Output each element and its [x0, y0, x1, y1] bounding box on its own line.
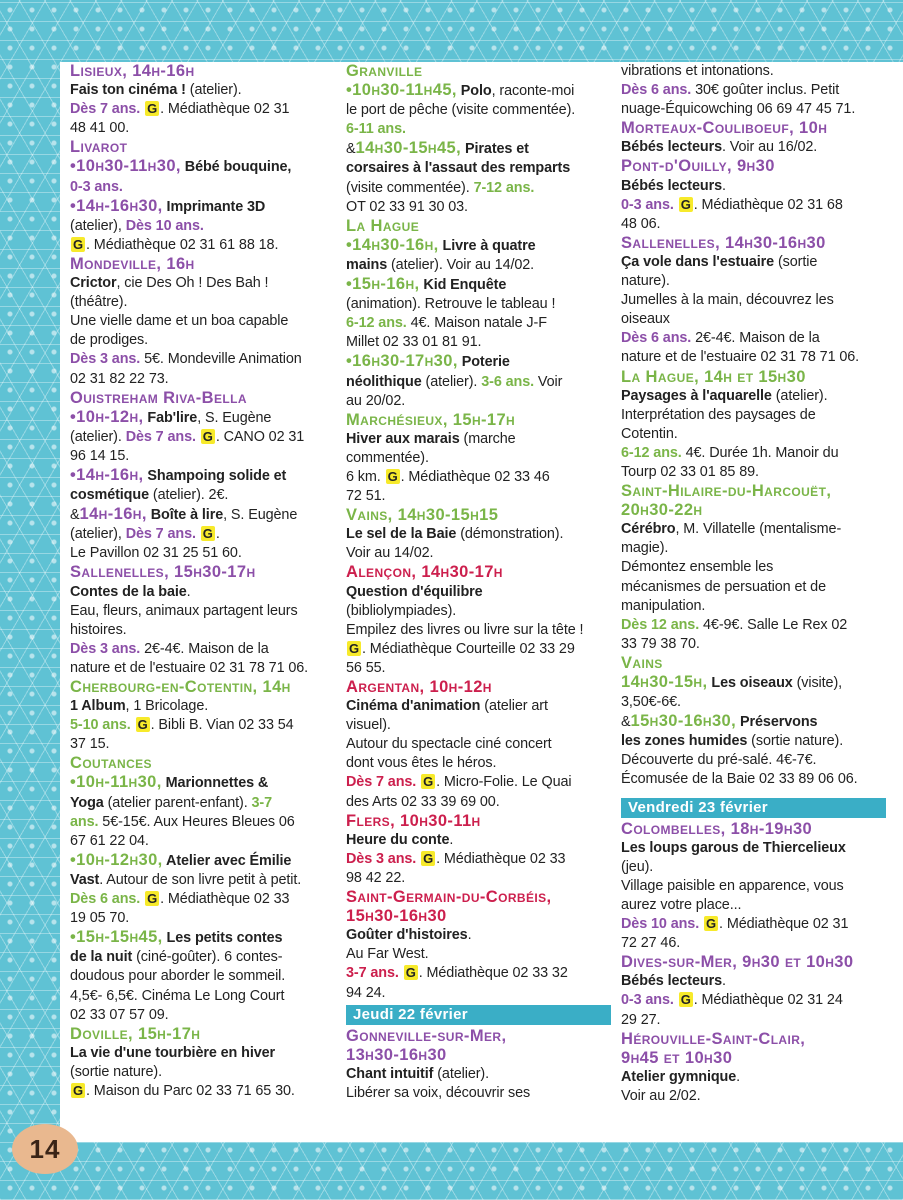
- event-line: Village paisible en apparence, vous: [621, 877, 844, 894]
- event-line: 72 51.: [346, 488, 386, 505]
- g-badge: G: [147, 891, 158, 907]
- event-line: &14h-16h, Boîte à lire, S. Eugène: [70, 505, 298, 524]
- event-city: Pont-d'Ouilly, 9h30: [621, 157, 775, 176]
- event-city: Argentan, 10h-12h: [346, 678, 492, 696]
- event-city: Marchésieux, 15h-17h: [346, 410, 516, 429]
- event-city: Ouistreham Riva-Bella: [70, 388, 247, 407]
- event-line: Écomusée de la Baie 02 33 89 06 06.: [621, 771, 858, 788]
- event-line: 1 Album, 1 Bricolage.: [70, 698, 209, 715]
- event-line: néolithique (atelier). 3-6 ans. Voir: [346, 373, 563, 390]
- event-line: 02 31 82 22 73.: [70, 370, 169, 387]
- event-city: Lisieux, 14h-16h: [70, 62, 195, 80]
- column-2: [346, 62, 611, 1103]
- event-line: le port de pêche (visite commentée).: [346, 102, 576, 119]
- event-line: Voir au 2/02.: [621, 1087, 701, 1104]
- event-line: 3-7 ans. G . Médiathèque 02 33 32: [346, 965, 568, 982]
- event-title: Atelier gymnique: [621, 1068, 737, 1085]
- g-badge: G: [405, 965, 416, 981]
- age-label: ans.: [70, 813, 99, 830]
- event-title: Poterie: [457, 354, 510, 371]
- event-title: Shampoing solide et: [143, 467, 287, 484]
- g-badge: G: [147, 101, 158, 117]
- event-line: [70, 928, 335, 948]
- event-title: Bébé bouquine,: [180, 159, 292, 176]
- page-number: 14: [12, 1124, 78, 1174]
- event-city: Granville: [346, 62, 423, 80]
- event-line: 02 33 07 57 09.: [70, 1006, 169, 1023]
- event-line: les zones humides (sortie nature).: [621, 733, 844, 750]
- event-line: Crictor, cie Des Oh ! Des Bah !: [70, 275, 269, 292]
- event-line: dont vous êtes le héros.: [346, 755, 497, 772]
- age-label: Dès 6 ans.: [621, 82, 692, 99]
- event-line: Au Far West.: [346, 946, 429, 963]
- event-city: Morteaux-Couliboeuf, 10h: [621, 119, 828, 138]
- age-label: Dès 7 ans.: [125, 526, 196, 543]
- event-title: Atelier avec Émilie: [162, 852, 292, 869]
- event-title: Hiver aux marais: [346, 430, 460, 447]
- age-label: Dès 7 ans.: [346, 774, 417, 791]
- event-line: commentée).: [346, 449, 429, 466]
- event-time: 20h30-22h: [621, 501, 703, 520]
- event-time: 13h30-16h30: [346, 1045, 447, 1064]
- event-line: visuel).: [346, 717, 391, 734]
- event-time: •16h30-17h30,: [346, 352, 458, 371]
- event-line: 4,5€- 6,5€. Cinéma Le Long Court: [70, 987, 285, 1004]
- g-badge: G: [423, 774, 434, 790]
- event-title: Fab'lire: [143, 409, 198, 426]
- column-1: [70, 62, 335, 1101]
- event-line: (sortie nature).: [70, 1063, 162, 1080]
- event-line: 6-12 ans. 4€. Durée 1h. Manoir du: [621, 444, 839, 461]
- event-line: au 20/02.: [346, 392, 406, 409]
- event-line: G . Maison du Parc 02 33 71 65 30.: [73, 1082, 295, 1099]
- event-city: Alençon, 14h30-17h: [346, 563, 503, 582]
- event-line: Yoga (atelier parent-enfant). 3-7: [70, 794, 272, 811]
- event-line: [70, 851, 335, 871]
- age-label: 3-7 ans.: [346, 965, 399, 982]
- age-label: 0-3 ans.: [621, 992, 674, 1009]
- event-line: mains (atelier). Voir au 14/02.: [346, 256, 535, 273]
- age-label: Dès 12 ans.: [621, 616, 700, 633]
- event-line: 94 24.: [346, 984, 386, 1001]
- event-line: 0-3 ans. G . Médiathèque 02 31 24: [621, 992, 843, 1009]
- page-sheet: [60, 62, 903, 1142]
- event-time: •10h30-11h30,: [70, 157, 181, 176]
- event-time: •10h30-11h45,: [346, 81, 457, 100]
- event-line: Dès 3 ans. G . Médiathèque 02 33: [346, 850, 566, 867]
- event-line: Vast. Autour de son livre petit à petit.: [70, 871, 302, 888]
- event-title: Bébés lecteurs: [621, 973, 722, 990]
- event-line: Dès 6 ans. G . Médiathèque 02 33: [70, 891, 290, 908]
- event-line: (jeu).: [621, 858, 654, 875]
- event-city: Dives-sur-Mer, 9h30 et 10h30: [621, 953, 854, 972]
- event-title: Heure du conte: [346, 831, 450, 848]
- event-line: mécanismes de persuation et de: [621, 578, 826, 595]
- event-title: La vie d'une tourbière en hiver: [70, 1044, 276, 1061]
- event-title: 1 Album: [70, 698, 126, 715]
- event-title: Goûter d'histoires: [346, 927, 468, 944]
- event-line: G . Médiathèque 02 31 61 88 18.: [73, 236, 279, 253]
- g-badge: G: [387, 468, 398, 484]
- event-line: Hiver aux marais (marche: [346, 430, 516, 447]
- event-line: 98 42 22.: [346, 869, 406, 886]
- event-title: Préservons: [736, 714, 818, 731]
- event-title: corsaires à l'assaut des remparts: [346, 160, 571, 177]
- event-line: ans. 5€-15€. Aux Heures Bleues 06: [70, 813, 295, 830]
- event-line: aurez votre place...: [621, 896, 742, 913]
- event-title: Fais ton cinéma !: [70, 82, 186, 99]
- event-line: nature et de l'estuaire 02 31 78 71 06.: [621, 349, 860, 366]
- event-line: Dès 7 ans. G . Médiathèque 02 31: [70, 101, 290, 118]
- event-title: Paysages à l'aquarelle: [621, 387, 772, 404]
- event-title: Chant intuitif: [346, 1065, 434, 1082]
- event-line: 3,50€-6€.: [621, 694, 681, 711]
- event-city: Cherbourg-en-Cotentin, 14h: [70, 678, 291, 696]
- event-city: Colombelles, 18h-19h30: [621, 819, 813, 838]
- event-line: des Arts 02 33 39 69 00.: [346, 793, 500, 810]
- event-line: (visite commentée). 7-12 ans.: [346, 179, 535, 196]
- event-line: Cotentin.: [621, 425, 678, 442]
- event-line: Goûter d'histoires.: [346, 927, 472, 944]
- event-line: Dès 12 ans. 4€-9€. Salle Le Rex 02: [621, 616, 848, 633]
- event-line: Dès 6 ans. 2€-4€. Maison de la: [621, 330, 820, 347]
- event-line: cosmétique (atelier). 2€.: [70, 487, 229, 504]
- event-city: Saint-Hilaire-du-Harcouët,: [621, 482, 832, 501]
- day-banner-friday: Vendredi 23 février: [621, 798, 886, 818]
- event-line: Bébés lecteurs.: [621, 177, 726, 194]
- event-time: •14h-16h30,: [70, 196, 163, 215]
- event-line: magie).: [621, 540, 669, 557]
- event-line: Chant intuitif (atelier).: [346, 1065, 490, 1082]
- age-label: Dès 3 ans.: [70, 640, 141, 657]
- age-label: Dès 6 ans.: [621, 330, 692, 347]
- event-time: 14h-16h,: [79, 505, 147, 524]
- event-line: oiseaux: [621, 311, 670, 328]
- event-line: Atelier gymnique.: [621, 1068, 741, 1085]
- event-line: nuage-Équicowching 06 69 47 45 71.: [621, 101, 856, 118]
- event-title: Livre à quatre: [438, 237, 536, 254]
- event-line: histoires.: [70, 621, 127, 638]
- event-line: 19 05 70.: [70, 910, 130, 927]
- day-banner-thursday: Jeudi 22 février: [346, 1005, 611, 1025]
- event-line: [70, 773, 335, 793]
- event-line: Dès 10 ans. G . Médiathèque 02 31: [621, 916, 849, 933]
- event-line: Tourp 02 33 01 85 89.: [621, 463, 759, 480]
- event-line: 48 41 00.: [70, 120, 130, 137]
- event-line: Voir au 14/02.: [346, 545, 434, 562]
- event-line: (atelier). Dès 7 ans. G . CANO 02 31: [70, 428, 305, 445]
- event-line: Découverte du pré-salé. 4€-7€.: [621, 752, 817, 769]
- event-city: Vains, 14h30-15h15: [346, 506, 499, 525]
- event-line: Bébés lecteurs. Voir au 16/02.: [621, 139, 818, 156]
- event-line: nature).: [621, 273, 670, 290]
- event-line: 67 61 22 04.: [70, 832, 149, 849]
- age-label: 5-10 ans.: [70, 717, 131, 734]
- event-time: 14h30-15h45,: [355, 139, 462, 158]
- event-line: Le sel de la Baie (démonstration).: [346, 526, 564, 543]
- g-badge: G: [706, 916, 717, 932]
- g-badge: G: [680, 196, 691, 212]
- age-label: 3-6 ans.: [481, 373, 535, 390]
- event-city: Livarot: [70, 138, 128, 157]
- event-line: (théâtre).: [70, 294, 128, 311]
- event-title: Imprimante 3D: [162, 198, 266, 215]
- event-line: Ça vole dans l'estuaire (sortie: [621, 253, 818, 270]
- event-title: Cérébro: [621, 521, 676, 538]
- event-line: de prodiges.: [70, 332, 149, 349]
- event-line: Cérébro, M. Villatelle (mentalisme-: [621, 521, 842, 538]
- event-line: Dès 7 ans. G . Micro-Folie. Le Quai: [346, 774, 572, 791]
- event-line: de la nuit (ciné-goûter). 6 contes-: [70, 949, 283, 966]
- g-badge: G: [423, 850, 434, 866]
- event-line: Fais ton cinéma ! (atelier).: [70, 82, 242, 99]
- event-line: nature et de l'estuaire 02 31 78 71 06.: [70, 659, 309, 676]
- event-line: [346, 275, 611, 295]
- event-city: Sallenelles, 14h30-16h30: [621, 233, 826, 252]
- event-line: 96 14 15.: [70, 447, 130, 464]
- event-city: La Hague, 14h et 15h30: [621, 367, 806, 386]
- event-line: 14h30-15h, Les oiseaux (visite),: [621, 673, 843, 691]
- event-title: Boîte à lire: [146, 507, 224, 524]
- event-line: Autour du spectacle ciné concert: [346, 736, 552, 753]
- event-line: Eau, fleurs, animaux partagent leurs: [70, 602, 298, 619]
- event-title: Les petits contes: [162, 930, 283, 947]
- event-title: Pirates et: [461, 141, 529, 158]
- event-line: [70, 157, 335, 177]
- g-badge: G: [73, 236, 84, 252]
- age-label: Dès 6 ans.: [70, 891, 141, 908]
- event-line: Dès 3 ans. 5€. Mondeville Animation: [70, 351, 302, 368]
- event-city: Gonneville-sur-Mer,: [346, 1026, 507, 1045]
- event-time: 15h30-16h30: [346, 907, 447, 926]
- event-time: •10h-12h30,: [70, 850, 163, 869]
- event-city: La Hague: [346, 216, 420, 235]
- age-label: Dès 7 ans.: [125, 428, 196, 445]
- g-badge: G: [349, 640, 360, 656]
- event-line: 29 27.: [621, 1011, 661, 1028]
- event-line: Empilez des livres ou livre sur la tête !: [346, 621, 584, 638]
- age-label: Dès 10 ans.: [125, 217, 204, 234]
- event-line: &15h30-16h30, Préservons: [621, 712, 818, 731]
- event-line: [70, 197, 335, 217]
- event-time: •14h-16h,: [70, 465, 144, 484]
- age-label: 3-7: [251, 794, 272, 811]
- event-line: 72 27 46.: [621, 935, 681, 952]
- event-line: doudous pour aborder le sommeil.: [70, 968, 286, 985]
- event-line: Jumelles à la main, découvrez les: [621, 292, 834, 309]
- event-line: Bébés lecteurs.: [621, 973, 726, 990]
- event-city: Doville, 15h-17h: [70, 1024, 201, 1043]
- event-time: •15h-16h,: [346, 275, 420, 294]
- age-label: Dès 3 ans.: [346, 850, 417, 867]
- age-label: Dès 7 ans.: [70, 101, 141, 118]
- event-city: Coutances: [70, 754, 152, 773]
- event-line: 5-10 ans. G . Bibli B. Vian 02 33 54: [70, 717, 294, 734]
- event-line: Cinéma d'animation (atelier art: [346, 698, 548, 715]
- event-title: Question d'équilibre: [346, 583, 483, 600]
- event-line: [70, 466, 335, 486]
- event-city: Hérouville-Saint-Clair,: [621, 1029, 806, 1048]
- age-label: 7-12 ans.: [473, 179, 535, 196]
- event-line: OT 02 33 91 30 03.: [346, 198, 468, 215]
- event-line: (animation). Retrouve le tableau !: [346, 296, 556, 313]
- event-time: •14h30-16h,: [346, 235, 439, 254]
- event-line: [346, 352, 611, 372]
- event-line: 6-12 ans. 4€. Maison natale J-F: [346, 315, 547, 332]
- event-title: Bébés lecteurs: [621, 177, 722, 194]
- g-badge: G: [680, 992, 691, 1008]
- event-title: Le sel de la Baie: [346, 526, 457, 543]
- age-label: 0-3 ans.: [621, 196, 674, 213]
- event-city: Saint-Germain-du-Corbéis,: [346, 888, 552, 907]
- event-title: Kid Enquête: [419, 277, 507, 294]
- event-line: 37 15.: [70, 736, 110, 753]
- event-line: 48 06.: [621, 215, 661, 232]
- age-label: 6-12 ans.: [621, 444, 682, 461]
- age-label: Dès 10 ans.: [621, 916, 700, 933]
- event-line: 6 km. G . Médiathèque 02 33 46: [346, 468, 550, 485]
- event-line: [346, 236, 611, 256]
- event-line: •10h30-11h45, Polo, raconte-moi: [346, 81, 575, 100]
- event-time: •10h-11h30,: [70, 773, 162, 792]
- event-line: •10h-12h, Fab'lire, S. Eugène: [70, 407, 272, 426]
- event-line: Interprétation des paysages de: [621, 406, 816, 423]
- age-label: 0-3 ans.: [70, 178, 123, 195]
- event-time: 15h30-16h30,: [630, 712, 737, 731]
- event-title: Cinéma d'animation: [346, 698, 481, 715]
- event-time: 9h45 et 10h30: [621, 1048, 733, 1067]
- event-line: (atelier), Dès 7 ans. G .: [70, 526, 220, 543]
- column-3: [621, 62, 886, 1106]
- event-city: Vains: [621, 653, 663, 672]
- g-badge: G: [202, 428, 213, 444]
- g-badge: G: [137, 717, 148, 733]
- event-title: Marionnettes &: [161, 775, 269, 792]
- event-line: G . Médiathèque Courteille 02 33 29: [349, 640, 575, 657]
- event-line: Contes de la baie.: [70, 583, 191, 600]
- event-line: 0-3 ans. G . Médiathèque 02 31 68: [621, 196, 843, 213]
- event-time: •15h-15h45,: [70, 928, 163, 947]
- event-line: (bibliolympiades).: [346, 602, 457, 619]
- event-line: Dès 3 ans. 2€-4€. Maison de la: [70, 640, 269, 657]
- event-title: Ça vole dans l'estuaire: [621, 253, 775, 270]
- event-line: Dès 6 ans. 30€ goûter inclus. Petit: [621, 82, 840, 99]
- event-time: 14h30-15h,: [621, 673, 708, 691]
- event-title: Polo: [456, 83, 492, 100]
- event-line: Une vielle dame et un boa capable: [70, 313, 289, 330]
- event-line: Paysages à l'aquarelle (atelier).: [621, 387, 828, 404]
- event-title: Les oiseaux: [707, 675, 793, 691]
- event-line: Le Pavillon 02 31 25 51 60.: [70, 545, 242, 562]
- event-line: 56 55.: [346, 659, 386, 676]
- age-label: 6-11 ans.: [346, 121, 406, 138]
- event-time: •10h-12h,: [70, 407, 144, 426]
- event-city: Mondeville, 16h: [70, 254, 195, 273]
- event-line: 33 79 38 70.: [621, 635, 700, 652]
- event-line: Heure du conte.: [346, 831, 454, 848]
- event-line: vibrations et intonations.: [621, 63, 774, 79]
- event-line: Démontez ensemble les: [621, 559, 774, 576]
- g-badge: G: [202, 526, 213, 542]
- event-title: Crictor: [70, 275, 117, 292]
- age-label: Dès 3 ans.: [70, 351, 141, 368]
- g-badge: G: [73, 1082, 84, 1098]
- event-city: Flers, 10h30-11h: [346, 811, 481, 830]
- event-title: Les loups garous de Thiercelieux: [621, 839, 846, 856]
- age-label: 6-12 ans.: [346, 315, 407, 332]
- event-line: Libérer sa voix, découvrir ses: [346, 1084, 531, 1101]
- event-title: Bébés lecteurs: [621, 139, 722, 156]
- event-line: Millet 02 33 01 81 91.: [346, 334, 482, 351]
- event-title: Contes de la baie: [70, 583, 187, 600]
- event-line: &14h30-15h45, Pirates et: [346, 139, 529, 158]
- event-city: Sallenelles, 15h30-17h: [70, 563, 256, 582]
- event-line: (atelier), Dès 10 ans.: [70, 217, 204, 234]
- event-line: manipulation.: [621, 597, 706, 614]
